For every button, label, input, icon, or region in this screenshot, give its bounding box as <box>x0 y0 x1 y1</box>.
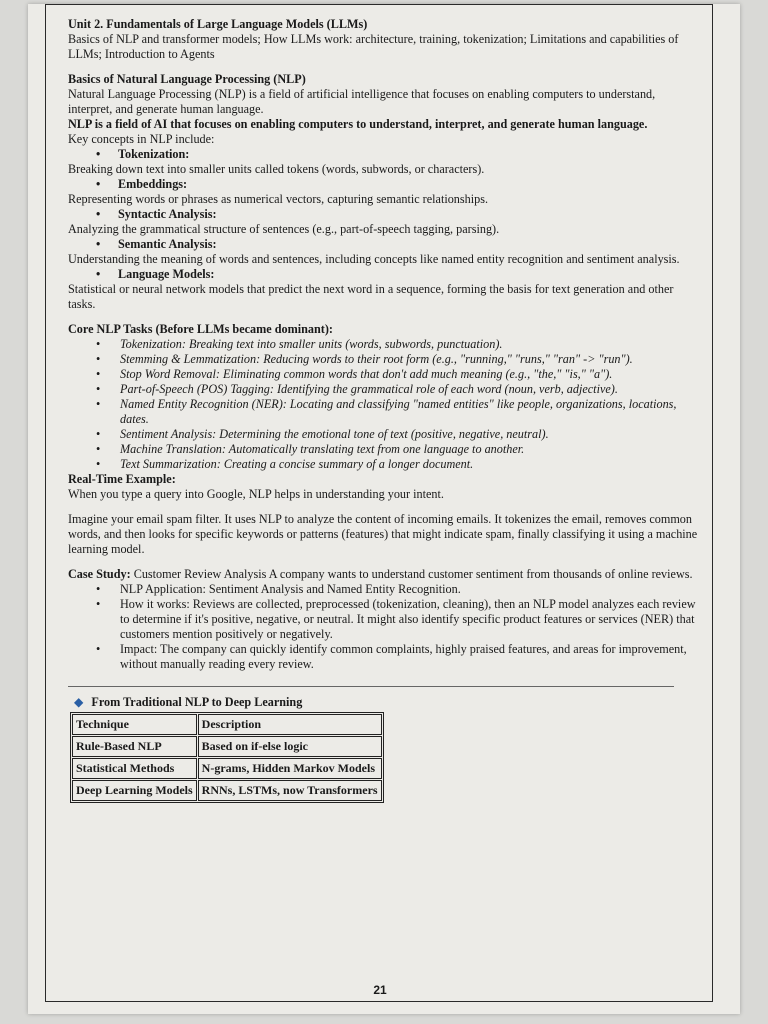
table-title <box>74 695 698 710</box>
list-item: • Stemming & Lemmatization: Reducing words to their root form (e.g., "running," "runs," "ran" -> "run"). <box>120 352 698 367</box>
unit-syllabus: Basics of NLP and transformer models; How LLMs work: architecture, training, tokenization; Limitations and capabilities of LLMs; Introduction to Agents <box>68 32 679 61</box>
table-row <box>72 736 382 757</box>
page-number: 21 <box>373 983 387 997</box>
concept-desc: Breaking down text into smaller units called tokens (words, subwords, or characters). <box>68 162 485 176</box>
list-item: • Stop Word Removal: Eliminating common words that don't add much meaning (e.g., "the," "is," "a"). <box>120 367 698 382</box>
list-item: • Sentiment Analysis: Determining the emotional tone of text (positive, negative, neutral). <box>120 427 698 442</box>
concept-name: Tokenization: <box>118 147 190 161</box>
concept-desc: Understanding the meaning of words and sentences, including concepts like named entity recognition and sentiment analysis. <box>68 252 680 266</box>
comparison-table <box>70 712 384 803</box>
table-row <box>72 758 382 779</box>
concept-heading <box>68 207 698 222</box>
table-cell: Statistical Methods <box>72 758 197 779</box>
table-cell: RNNs, LSTMs, now Transformers <box>198 780 382 801</box>
table-cell: Deep Learning Models <box>72 780 197 801</box>
concept-name: Semantic Analysis: <box>118 237 217 251</box>
nlp-bold-definition: NLP is a field of AI that focuses on enabling computers to understand, interpret, and generate human language. <box>68 117 648 131</box>
page-border <box>45 4 713 1002</box>
core-tasks-list <box>68 337 698 472</box>
list-item: • Part-of-Speech (POS) Tagging: Identifying the grammatical role of each word (noun, verb, adjective). <box>120 382 698 397</box>
case-study-list <box>68 582 698 672</box>
concept-desc: Analyzing the grammatical structure of sentences (e.g., part-of-speech tagging, parsing). <box>68 222 500 236</box>
concept-desc: Representing words or phrases as numerical vectors, capturing semantic relationships. <box>68 192 489 206</box>
real-time-heading: Real-Time Example: <box>68 472 176 486</box>
table-header-row <box>72 714 382 735</box>
table-cell: Rule-Based NLP <box>72 736 197 757</box>
list-item: • Machine Translation: Automatically translating text from one language to another. <box>120 442 698 457</box>
table-cell: Based on if-else logic <box>198 736 382 757</box>
key-concepts-intro: Key concepts in NLP include: <box>68 132 215 146</box>
real-time-text: When you type a query into Google, NLP helps in understanding your intent. <box>68 487 444 501</box>
concept-heading <box>68 147 698 162</box>
list-item: • Impact: The company can quickly identify common complaints, highly praised features, and areas for improvement, without manually reading every review. <box>120 642 698 672</box>
concept-desc: Statistical or neural network models that predict the next word in a sequence, forming the basis for text generation and other tasks. <box>68 282 674 311</box>
list-item: • Tokenization: Breaking text into smaller units (words, subwords, punctuation). <box>120 337 698 352</box>
table-header: Technique <box>72 714 197 735</box>
concept-heading <box>68 237 698 252</box>
core-tasks-heading: Core NLP Tasks (Before LLMs became dominant): <box>68 322 333 336</box>
table-row <box>72 780 382 801</box>
section-divider <box>68 686 674 687</box>
list-item: • Named Entity Recognition (NER): Locating and classifying "named entities" like people, organizations, locations, dates. <box>120 397 698 427</box>
concept-heading <box>68 177 698 192</box>
concept-heading <box>68 267 698 282</box>
concept-name: Language Models: <box>118 267 215 281</box>
list-item: • How it works: Reviews are collected, preprocessed (tokenization, cleaning), then an NLP model analyzes each review to determine if it's positive, negative, or neutral. It might also identify specific product features or services (NER) that customers mention positively or negatively. <box>120 597 698 642</box>
case-study-intro <box>68 567 698 582</box>
diamond-bullet-icon: ◆ <box>74 695 84 709</box>
case-study-label: Case Study: <box>68 567 131 581</box>
list-item: • NLP Application: Sentiment Analysis and Named Entity Recognition. <box>120 582 698 597</box>
table-cell: N-grams, Hidden Markov Models <box>198 758 382 779</box>
concept-name: Embeddings: <box>118 177 188 191</box>
case-study-text: Customer Review Analysis A company wants to understand customer sentiment from thousands of online reviews. <box>133 567 693 581</box>
spam-example: Imagine your email spam filter. It uses NLP to analyze the content of incoming emails. It tokenizes the email, removes common words, and then looks for specific keywords or patterns (features) that might indicate spam, finally classifying it using a machine learning model. <box>68 512 698 556</box>
list-item: • Text Summarization: Creating a concise summary of a longer document. <box>120 457 698 472</box>
page-content <box>68 17 698 803</box>
table-header: Description <box>198 714 382 735</box>
concept-name: Syntactic Analysis: <box>118 207 217 221</box>
nlp-basics-heading: Basics of Natural Language Processing (NLP) <box>68 72 306 86</box>
unit-title: Unit 2. Fundamentals of Large Language Models (LLMs) <box>68 17 368 31</box>
table-title-text: From Traditional NLP to Deep Learning <box>91 695 303 709</box>
nlp-definition: Natural Language Processing (NLP) is a field of artificial intelligence that focuses on enabling computers to understand, interpret, and generate human language. <box>68 87 656 116</box>
document-page <box>28 4 740 1014</box>
